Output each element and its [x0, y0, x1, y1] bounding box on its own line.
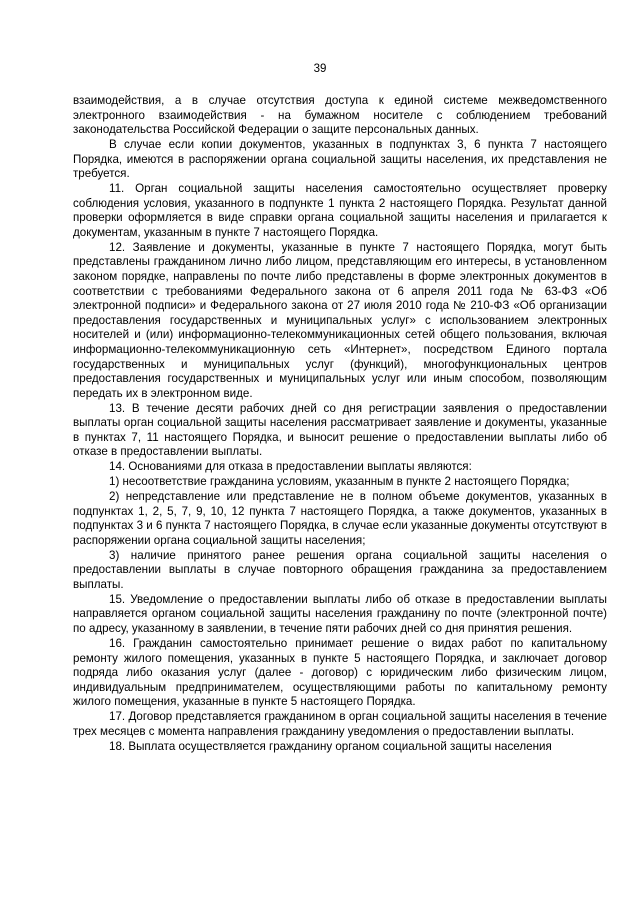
paragraph-continuation: взаимодействия, а в случае отсутствия доступа к единой системе межведомственного электронного взаимодействия - на бумажном носителе с соблюдением требований законодательства Российской Федерации о защите персональных данных.: [73, 94, 607, 137]
subitem-3: 3) наличие принятого ранее решения органа социальной защиты населения о предоставлении выплаты в случае повторного обращения гражданина за предоставлением выплаты.: [73, 548, 607, 591]
paragraph-item-12: 12. Заявление и документы, указанные в пункте 7 настоящего Порядка, могут быть представлены гражданином лично либо лицом, представляющим его интересы, в установленном законом порядке, направлены по почте либо представлены в форме электронных документов в соответствии с требованиями Федерального закона от 6 апреля 2011 года № 63-ФЗ «Об электронной подписи» и Федерального закона от 27 июля 2010 года № 210-ФЗ «Об организации предоставления государственных и муниципальных услуг» с использованием электронных носителей и (или) информационно-телекоммуникационных сетей общего пользования, включая информационно-телекоммуникационную сеть «Интернет», посредством Единого портала государственных и муниципальных услуг (функций), многофункциональных центров предоставления государственных и муниципальных услуг или иным способом, позволяющим передать их в электронном виде.: [73, 240, 607, 400]
document-body: [73, 94, 607, 754]
paragraph-item-13: 13. В течение десяти рабочих дней со дня регистрации заявления о предоставлении выплаты орган социальной защиты населения рассматривает заявление и документы, указанные в пунктах 7, 11 настоящего Порядка, и выносит решение о предоставлении выплаты либо об отказе в предоставлении выплаты.: [73, 401, 607, 459]
paragraph-item-18: 18. Выплата осуществляется гражданину органом социальной защиты населения: [109, 739, 552, 753]
paragraph-item-15: 15. Уведомление о предоставлении выплаты либо об отказе в предоставлении выплаты направляется органом социальной защиты населения гражданину по почте (электронной почте) по адресу, указанному в заявлении, в течение пяти рабочих дней со дня принятия решения.: [73, 592, 607, 636]
paragraph: В случае если копии документов, указанных в подпунктах 3, 6 пункта 7 настоящего Порядка, имеются в распоряжении органа социальной защиты населения, их представления не требуется.: [73, 138, 607, 181]
page-number: 39: [313, 63, 327, 75]
subitem-1: 1) несоответствие гражданина условиям, указанным в пункте 2 настоящего Порядка;: [109, 475, 570, 489]
subitem-2: 2) непредставление или представление не в полном объеме документов, указанных в подпунктах 1, 2, 5, 7, 9, 10, 12 пункта 7 настоящего Порядка, а также документов, указанных в подпунктах 3 и 6 пункта 7 настоящего Порядка, в случае если указанные документы отсутствуют в распоряжении органа социальной защиты населения;: [73, 490, 607, 547]
paragraph-item-14: 14. Основаниями для отказа в предоставлении выплаты являются:: [109, 460, 472, 474]
paragraph-item-11: 11. Орган социальной защиты населения самостоятельно осуществляет проверку соблюдения условия, указанного в подпункте 1 пункта 2 настоящего Порядка. Результат данной проверки оформляется в виде справки органа социальной защиты населения и прилагается к документам, указанным в пункте 7 настоящего Порядка.: [73, 182, 607, 239]
paragraph-item-17: 17. Договор представляется гражданином в орган социальной защиты населения в течение трех месяцев с момента направления гражданину уведомления о предоставлении выплаты.: [73, 710, 607, 738]
paragraph-item-16: 16. Гражданин самостоятельно принимает решение о видах работ по капитальному ремонту жилого помещения, указанных в пункте 5 настоящего Порядка, и заключает договор подряда либо оказания услуг (далее - договор) с юридическим либо физическим лицом, индивидуальным предпринимателем, осуществляющими работы по капитальному ремонту жилого помещения, указанные в пункте 5 настоящего Порядка.: [73, 636, 607, 709]
